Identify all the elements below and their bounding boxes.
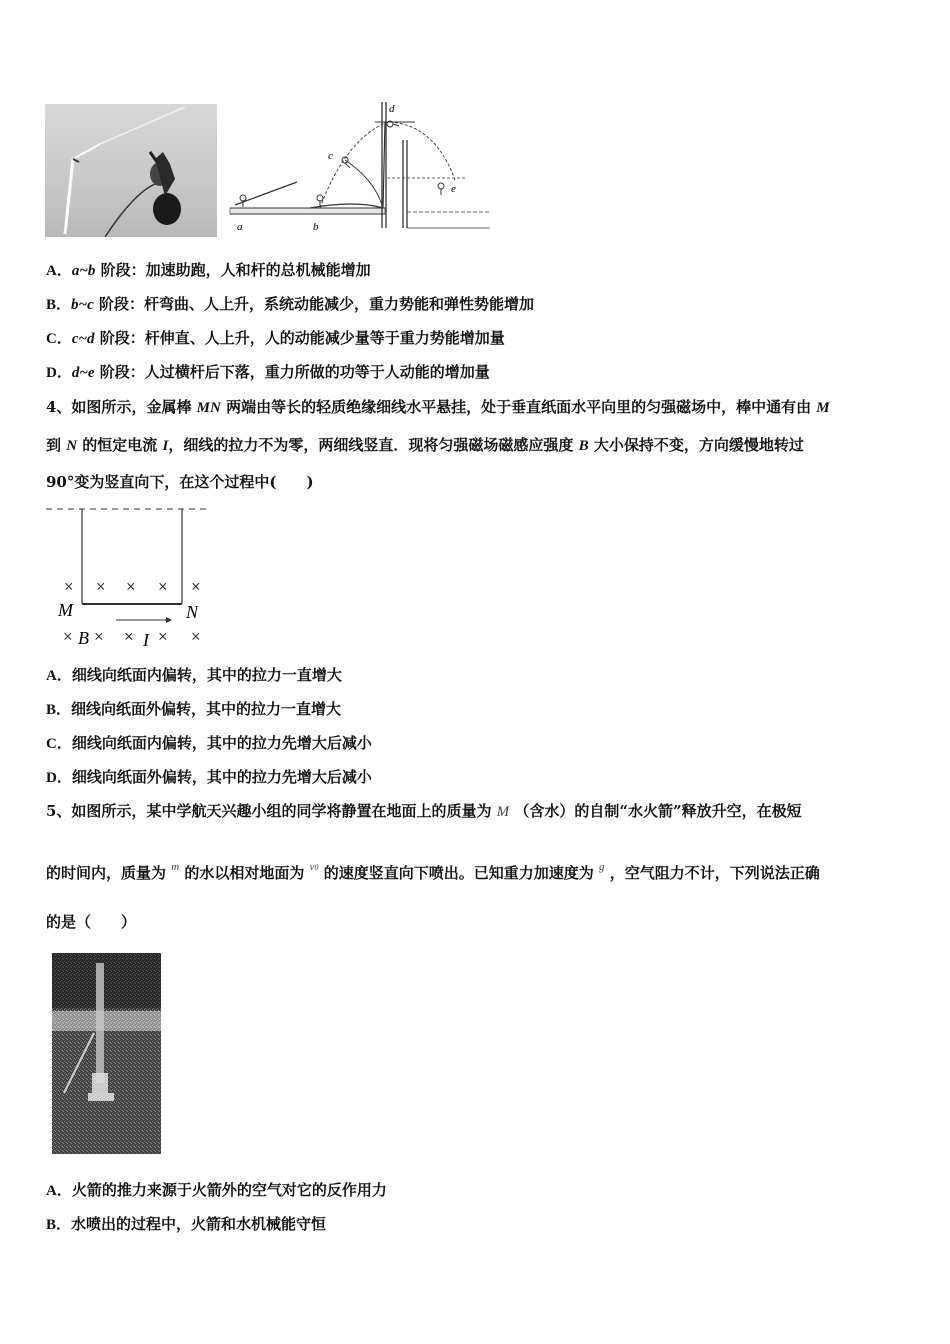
q4-option-c: C．细线向纸面内偏转，其中的拉力先增大后减小	[46, 734, 372, 752]
field-cross: ×	[63, 627, 73, 646]
diagram-label-a: a	[237, 221, 243, 233]
field-cross: ×	[94, 627, 104, 646]
pole-vault-photo	[45, 104, 217, 237]
pole-vault-photo-graphic	[45, 104, 217, 237]
q3-option-a: A．a~b 阶段：加速助跑，人和杆的总机械能增加	[46, 261, 371, 279]
q4-stem-line3: 90°变为竖直向下，在这个过程中( )	[46, 473, 314, 491]
field-cross: ×	[191, 577, 201, 596]
label-m: M	[58, 600, 73, 620]
field-cross: ×	[158, 577, 168, 596]
q5-option-a: A．火箭的推力来源于火箭外的空气对它的反作用力	[46, 1181, 387, 1199]
q3-option-d: D．d~e 阶段：人过横杆后下落，重力所做的功等于人动能的增加量	[46, 363, 490, 381]
q5-stem-line2: 的时间内，质量为 $^m$ 的水以相对地面为 $^{v0}$ 的速度竖直向下喷出。已知重力加速度为 $^g$ ，空气阻力不计，下列说法正确	[46, 861, 820, 882]
q4-stem-line1: 4、如图所示，金属棒 MN 两端由等长的轻质绝缘细线水平悬挂，处于垂直纸面水平向里的匀强磁场中，棒中通有由 M	[46, 398, 830, 416]
q4-magnetic-figure	[46, 500, 216, 652]
q4-option-d: D．细线向纸面外偏转，其中的拉力先增大后减小	[46, 768, 372, 786]
field-cross: ×	[126, 577, 136, 596]
field-cross: ×	[158, 627, 168, 646]
field-cross: ×	[124, 627, 134, 646]
q4-stem-line2: 到 N 的恒定电流 I，细线的拉力不为零，两细线竖直．现将匀强磁场磁感应强度 B 大小保持不变，方向缓慢地转过	[46, 436, 804, 454]
field-cross: ×	[96, 577, 106, 596]
pole-vault-diagram	[225, 100, 495, 238]
q4-option-b: B．细线向纸面外偏转，其中的拉力一直增大	[46, 700, 342, 718]
label-n: N	[186, 602, 199, 622]
diagram-label-d: d	[389, 103, 395, 115]
water-rocket-photo	[52, 953, 161, 1154]
field-cross: ×	[191, 627, 201, 646]
diagram-label-b: b	[313, 221, 319, 233]
field-cross: ×	[64, 577, 74, 596]
label-b: B	[78, 628, 89, 648]
q5-stem-line3: 的是（ ）	[46, 913, 137, 931]
label-i: I	[143, 630, 149, 650]
q5-stem-line1: 5、如图所示，某中学航天兴趣小组的同学将静置在地面上的质量为 M （含水）的自制“水火箭”释放升空，在极短	[46, 802, 802, 820]
q5-option-b: B．水喷出的过程中，火箭和水机械能守恒	[46, 1215, 327, 1233]
water-rocket-photo-graphic	[52, 953, 161, 1154]
diagram-label-c: c	[328, 150, 333, 162]
q4-option-a: A．细线向纸面内偏转，其中的拉力一直增大	[46, 666, 342, 684]
q3-option-b: B．b~c 阶段：杆弯曲、人上升，系统动能减少，重力势能和弹性势能增加	[46, 295, 534, 313]
q3-option-c: C．c~d 阶段：杆伸直、人上升，人的动能减少量等于重力势能增加量	[46, 329, 505, 347]
diagram-label-e: e	[451, 183, 456, 195]
